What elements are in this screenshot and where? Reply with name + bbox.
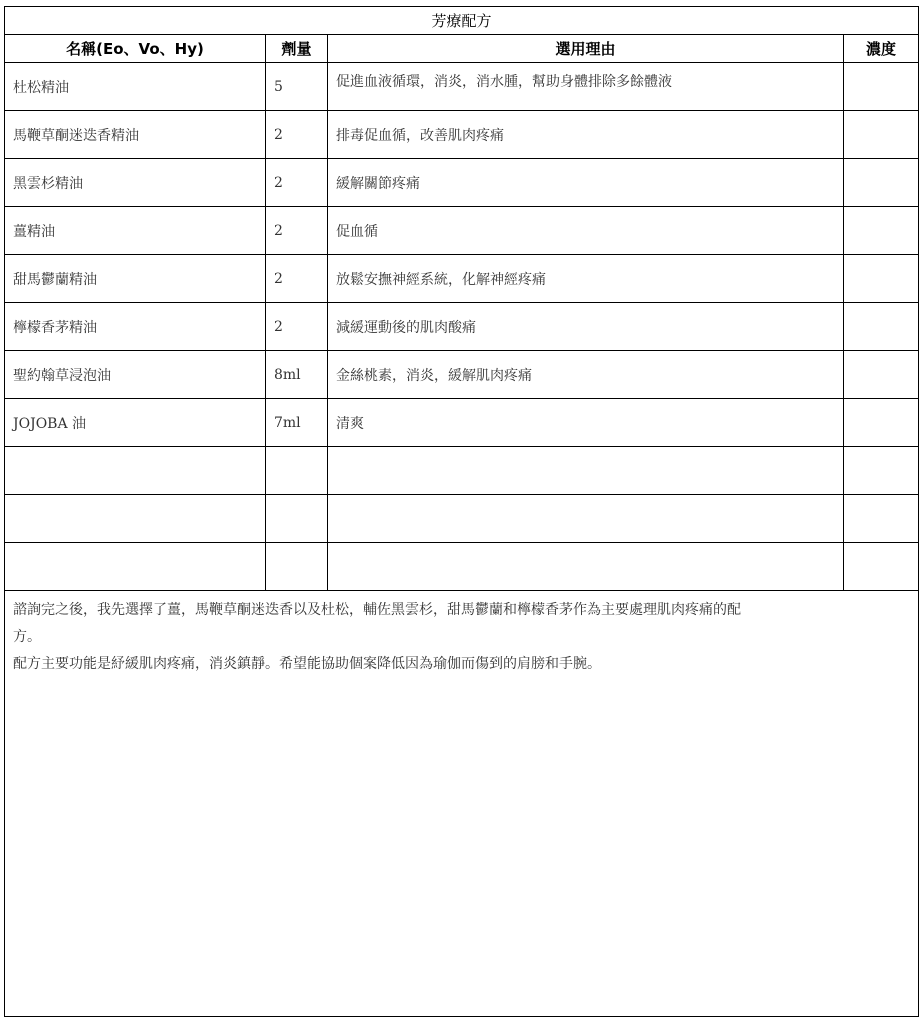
header-dose: 劑量 (266, 35, 328, 63)
table-row (5, 207, 919, 255)
cell-concentration (844, 111, 919, 159)
cell-concentration (844, 543, 919, 591)
cell-dose: 2 (266, 111, 328, 159)
cell-name: 檸檬香茅精油 (5, 303, 266, 351)
cell-dose: 2 (266, 159, 328, 207)
cell-concentration (844, 159, 919, 207)
cell-concentration (844, 351, 919, 399)
cell-concentration (844, 447, 919, 495)
cell-reason: 清爽 (328, 399, 844, 447)
cell-dose: 2 (266, 255, 328, 303)
cell-name: 薑精油 (5, 207, 266, 255)
cell-reason (328, 495, 844, 543)
cell-reason: 促進血液循環，消炎，消水腫，幫助身體排除多餘體液 (328, 63, 844, 111)
cell-name: 聖約翰草浸泡油 (5, 351, 266, 399)
cell-name (5, 495, 266, 543)
table-row (5, 303, 919, 351)
cell-name (5, 447, 266, 495)
cell-reason: 排毒促血循，改善肌肉疼痛 (328, 111, 844, 159)
cell-reason: 放鬆安撫神經系統，化解神經疼痛 (328, 255, 844, 303)
table-row (5, 159, 919, 207)
table-row (5, 351, 919, 399)
empty-row (5, 543, 919, 591)
header-name: 名稱(Eo、Vo、Hy) (5, 35, 266, 63)
empty-row (5, 447, 919, 495)
table-title: 芳療配方 (5, 7, 919, 35)
notes-line-2: 方。 (13, 629, 41, 645)
notes-line-1: 諮詢完之後，我先選擇了薑，馬鞭草酮迷迭香以及杜松，輔佐黑雲杉，甜馬鬱蘭和檸檬香茅作為主要處理肌肉疼痛的配 (13, 602, 741, 618)
cell-concentration (844, 399, 919, 447)
cell-reason (328, 447, 844, 495)
cell-dose: 5 (266, 63, 328, 111)
aromatherapy-table (4, 6, 919, 1017)
table-row (5, 399, 919, 447)
cell-dose (266, 447, 328, 495)
header-concentration: 濃度 (844, 35, 919, 63)
cell-concentration (844, 303, 919, 351)
cell-dose: 7ml (266, 399, 328, 447)
cell-concentration (844, 207, 919, 255)
table-row (5, 63, 919, 111)
table-row (5, 255, 919, 303)
table-row (5, 111, 919, 159)
notes-section (5, 591, 919, 1017)
cell-name: 馬鞭草酮迷迭香精油 (5, 111, 266, 159)
cell-dose (266, 543, 328, 591)
cell-name: 甜馬鬱蘭精油 (5, 255, 266, 303)
cell-dose: 2 (266, 303, 328, 351)
cell-reason: 減緩運動後的肌肉酸痛 (328, 303, 844, 351)
cell-reason (328, 543, 844, 591)
cell-dose: 2 (266, 207, 328, 255)
cell-dose: 8ml (266, 351, 328, 399)
cell-name: 黑雲杉精油 (5, 159, 266, 207)
header-reason: 選用理由 (328, 35, 844, 63)
cell-name: JOJOBA 油 (5, 399, 266, 447)
cell-concentration (844, 255, 919, 303)
cell-dose (266, 495, 328, 543)
cell-name: 杜松精油 (5, 63, 266, 111)
cell-concentration (844, 63, 919, 111)
cell-reason: 促血循 (328, 207, 844, 255)
cell-reason: 緩解關節疼痛 (328, 159, 844, 207)
cell-reason: 金絲桃素，消炎，緩解肌肉疼痛 (328, 351, 844, 399)
empty-row (5, 495, 919, 543)
cell-concentration (844, 495, 919, 543)
cell-name (5, 543, 266, 591)
notes-line-3: 配方主要功能是紓緩肌肉疼痛，消炎鎮靜。希望能協助個案降低因為瑜伽而傷到的肩膀和手腕。 (13, 656, 601, 672)
